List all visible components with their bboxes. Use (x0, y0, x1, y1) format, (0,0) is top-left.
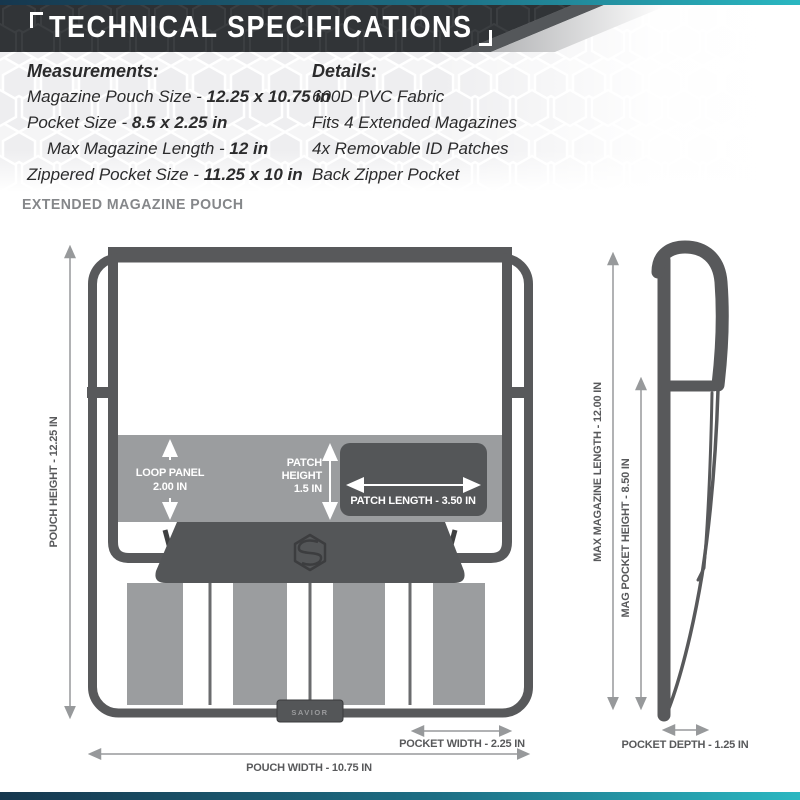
details-heading: Details: (312, 61, 378, 81)
section-label: EXTENDED MAGAZINE POUCH (22, 196, 244, 213)
id-patch (340, 443, 487, 516)
max-magazine-length-label: MAX MAGAZINE LENGTH - 12.00 IN (592, 382, 604, 562)
loop-panel-value: 2.00 IN (152, 481, 188, 493)
brand-tag (277, 700, 343, 722)
pouch-width-dimension (90, 754, 528, 774)
measurements-section (27, 58, 330, 188)
measurement-item (27, 136, 330, 162)
detail-item: Fits 4 Extended Magazines (312, 113, 518, 132)
pouch-width-label: POUCH WIDTH - 10.75 IN (246, 762, 372, 774)
pocket-width-dimension (399, 731, 525, 750)
page-header (0, 5, 572, 52)
top-accent-bar (0, 0, 800, 5)
detail-item: 600D PVC Fabric (312, 87, 445, 106)
detail-item: 4x Removable ID Patches (312, 139, 509, 158)
max-magazine-length-dimension (592, 254, 613, 708)
details-section (312, 58, 517, 188)
brand-tag-label: SAVIOR (291, 708, 329, 717)
measurement-value: 12.25 x 10.75 in (206, 87, 331, 106)
page-title: TECHNICAL SPECIFICATIONS (49, 9, 473, 45)
side-view-diagram (585, 230, 800, 765)
measurement-value: 12 in (229, 139, 269, 158)
pocket-depth-label: POCKET DEPTH - 1.25 IN (621, 739, 749, 751)
measurements-heading: Measurements: (27, 61, 160, 81)
measurement-item (27, 162, 330, 188)
side-pocket-edge (698, 393, 712, 580)
patch-length-label: PATCH LENGTH - 3.50 IN (350, 495, 476, 507)
patch-height-label-1: PATCH (286, 457, 322, 469)
side-profile (658, 247, 722, 715)
measurement-label: Pocket Size - (27, 113, 132, 132)
measurement-item (27, 110, 330, 136)
loop-panel-label: LOOP PANEL (135, 467, 205, 479)
pocket-width-label: POCKET WIDTH - 2.25 IN (399, 738, 525, 750)
detail-item: Back Zipper Pocket (312, 165, 460, 184)
mag-pocket-height-label: MAG POCKET HEIGHT - 8.50 IN (620, 458, 632, 618)
measurement-value: 11.25 x 10 in (203, 165, 303, 184)
pocket-depth-dimension (621, 730, 748, 751)
mag-pocket-height-dimension (620, 379, 641, 708)
pouch-height-dimension (48, 247, 70, 717)
measurement-label: Magazine Pouch Size - (27, 87, 207, 106)
pouch-height-label: POUCH HEIGHT - 12.25 IN (48, 416, 60, 548)
measurement-value: 8.5 x 2.25 in (131, 113, 228, 132)
title-bracket-right-icon (479, 30, 492, 46)
front-view-diagram (40, 230, 560, 775)
measurement-item (27, 84, 330, 110)
measurement-label: Zippered Pocket Size - (27, 165, 204, 184)
title-bracket-left-icon (30, 12, 43, 28)
measurement-label: Max Magazine Length - (47, 139, 230, 158)
footer-accent-bar (0, 792, 800, 800)
patch-height-label-2: HEIGHT (281, 470, 322, 482)
patch-height-label-3: 1.5 IN (293, 483, 322, 495)
